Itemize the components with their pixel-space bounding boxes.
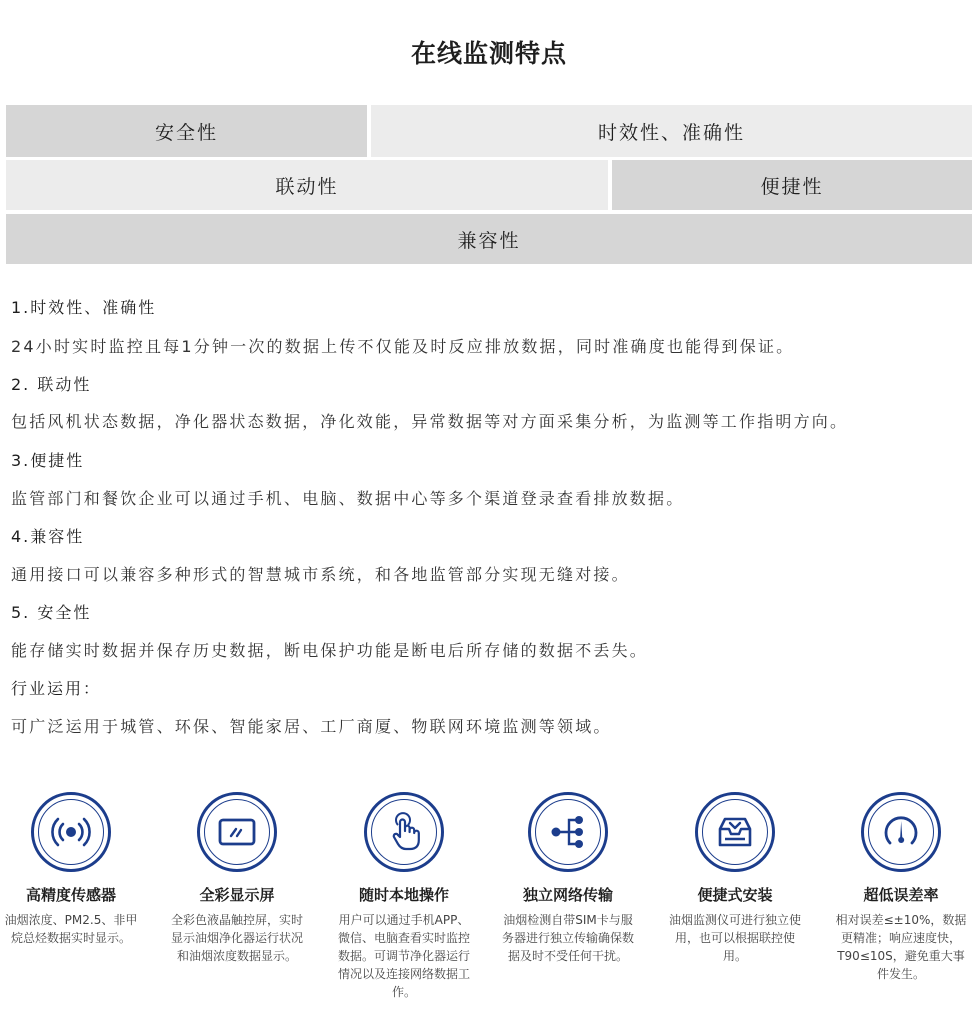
feature-desc: 全彩色液晶触控屏，实时显示油烟净化器运行状况和油烟浓度数据显示。 [170, 913, 303, 963]
feature-local-operation [329, 792, 479, 1001]
paragraph: 能存储实时数据并保存历史数据，断电保护功能是断电后所存储的数据不丢失。 [11, 641, 649, 660]
feature-title: 便捷式安装 [697, 886, 773, 904]
paragraph: 24小时实时监控且每1分钟一次的数据上传不仅能及时反应排放数据，同时准确度也能得到保证。 [11, 337, 795, 356]
section-heading: 2. 联动性 [11, 375, 92, 394]
paragraph: 可广泛运用于城管、环保、智能家居、工厂商厦、物联网环境监测等领域。 [11, 717, 612, 736]
box-install-icon [695, 792, 775, 872]
gauge-icon [861, 792, 941, 872]
signal-icon [31, 792, 111, 872]
feature-title: 超低误差率 [863, 886, 939, 904]
feature-accuracy [826, 792, 976, 983]
paragraph: 通用接口可以兼容多种形式的智慧城市系统，和各地监管部分实现无缝对接。 [11, 565, 630, 584]
feature-display [162, 792, 312, 965]
feature-network [493, 792, 643, 965]
screen-icon [197, 792, 277, 872]
feature-desc: 相对误差≤±10%，数据更精准；响应速度快，T90≤10S，避免重大事件发生。 [835, 913, 967, 981]
share-network-icon [528, 792, 608, 872]
table-cell-linkage: 联动性 [6, 160, 608, 210]
feature-desc: 用户可以通过手机APP、微信、电脑查看实时监控数据。可调节净化器运行情况以及连接网络数据工作。 [337, 913, 470, 999]
feature-desc: 油烟检测自带SIM卡与服务器进行独立传输确保数据及时不受任何干扰。 [501, 913, 634, 963]
section-heading: 3.便捷性 [11, 451, 85, 470]
feature-desc: 油烟浓度、PM2.5、非甲烷总烃数据实时显示。 [4, 913, 138, 945]
paragraph: 监管部门和餐饮企业可以通过手机、电脑、数据中心等多个渠道登录查看排放数据。 [11, 489, 685, 508]
table-cell-compatibility: 兼容性 [6, 214, 972, 264]
feature-desc: 油烟监测仪可进行独立使用，也可以根据联控使用。 [668, 913, 801, 963]
section-heading: 1.时效性、准确性 [11, 298, 157, 317]
table-cell-safety: 安全性 [6, 105, 367, 157]
table-cell-convenience: 便捷性 [612, 160, 972, 210]
page-title: 在线监测特点 [410, 39, 567, 68]
section-heading: 4.兼容性 [11, 527, 85, 546]
feature-title: 全彩显示屏 [199, 886, 275, 904]
feature-title: 独立网络传输 [522, 886, 613, 904]
section-heading: 5. 安全性 [11, 603, 92, 622]
touch-icon [364, 792, 444, 872]
feature-title: 高精度传感器 [25, 886, 116, 904]
feature-title: 随时本地操作 [358, 886, 449, 904]
feature-sensor [0, 792, 146, 947]
paragraph: 包括风机状态数据，净化器状态数据，净化效能，异常数据等对方面采集分析，为监测等工作指明方向。 [11, 412, 849, 431]
section-heading: 行业运用： [11, 679, 102, 698]
table-cell-timeliness: 时效性、准确性 [371, 105, 972, 157]
feature-install [660, 792, 810, 965]
